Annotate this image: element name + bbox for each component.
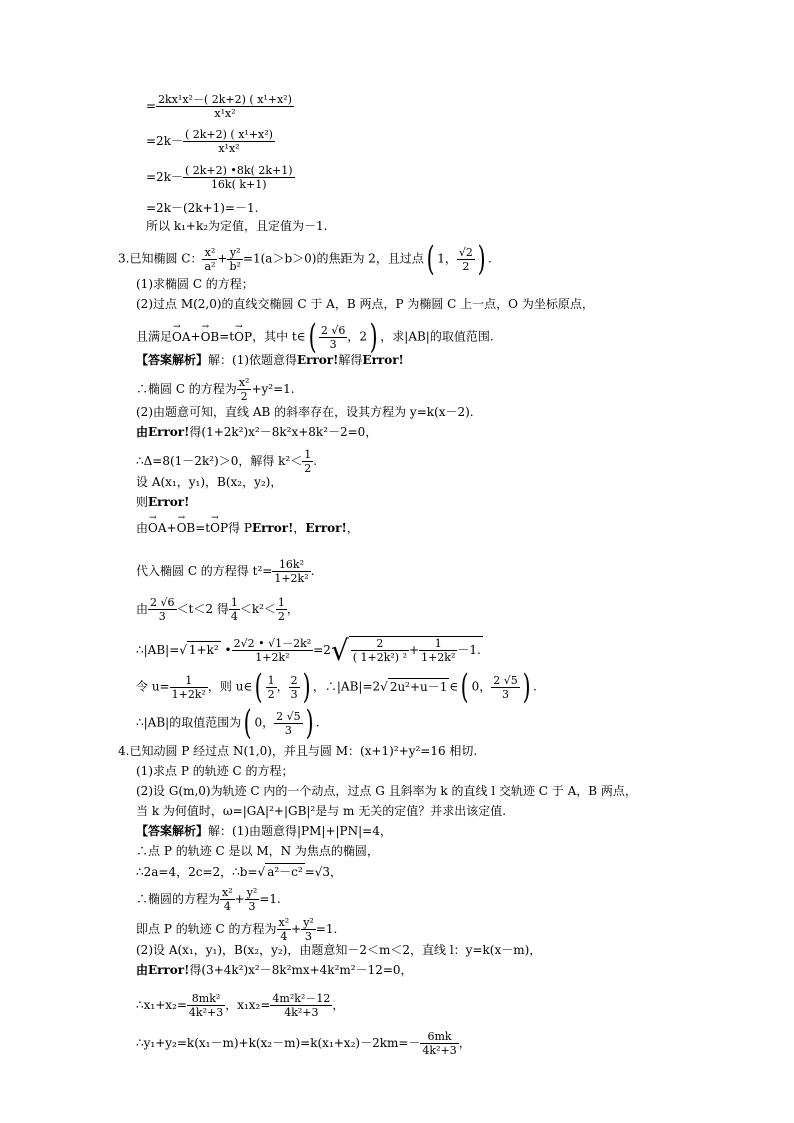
fraction: $\frac{1}{\text{1+2k²}}$ (421, 637, 456, 664)
vector-op: → OP (210, 520, 228, 536)
answer-3-line-8: 由→ OA+→ OB=t→ OP得 PError!，Error!， (136, 520, 359, 536)
fraction: $\frac{\text{x²}}{2}$ (238, 376, 250, 403)
vector-op: → OP (234, 329, 252, 345)
answer-tag: 【答案解析】 (136, 353, 209, 367)
fraction: $\frac{√2}{2}$ (458, 245, 473, 273)
fraction: $\frac{2}{3}$ (290, 673, 298, 701)
answer-3-line-2: ∴椭圆 C 的方程为 $\frac{\text{x²}}{2}$ +y²=1. (136, 376, 295, 403)
derivation-line-3: =2k－ $\frac{( 2k+2) •8k( 2k+1)}{16k( k+1)}$ (146, 164, 293, 191)
answer-3-line-4: 由Error!得(1+2k²)x²－8k²x+8k²－2=0， (136, 425, 378, 439)
fraction: $\frac{\text{y²}}{3}$ (246, 886, 258, 913)
answer-3-line-7: 则Error! (136, 495, 190, 509)
answer-3-line-11: ∴|AB|=√ 1+k² • $\frac{\text{2√2 • √1－2k²}}{\text{1+2k²}}$ =2√ $\frac{2}{\text{( 1+2k²) ²}}$ + $\frac{1}{\text{1+2k²}}$ －1. (136, 633, 481, 667)
fraction: $\frac{1}{4}$ (230, 596, 238, 623)
answer-3-line-12: 令 u= $\frac{1}{\text{1+2k²}}$ ，则 u∈( $\frac{1}{2}$ ， $\frac{2}{3}$ ) ，∴|AB|=2√ 2u²+u－1 ∈( 0， $\frac{2 √5}{3}$ ) . (136, 667, 537, 707)
fraction: $\frac{1}{2}$ (267, 673, 275, 701)
answer-3-line-10: 由 $\frac{2 √6}{3}$ ＜t＜2 得 $\frac{1}{4}$ ＜k²＜ $\frac{1}{2}$ ， (136, 596, 299, 623)
derivation-line-2: =2k－ $\frac{\text{( 2k+2) ( x¹+x²)}}{\text{x¹x²}}$ (146, 128, 273, 155)
problem-3-q1: (1)求椭圆 C 的方程； (136, 277, 254, 291)
answer-4-line-5: 即点 P 的轨迹 C 的方程为 $\frac{\text{x²}}{4}$ + $\frac{\text{y²}}{3}$ =1. (136, 916, 338, 943)
answer-4-line-8: ∴x₁+x₂= $\frac{\text{8mk²}}{\text{4k²+3}}$ ，x₁x₂= $\frac{\text{4m²k²－12}}{\text{4k²+3}}$ ， (136, 992, 345, 1019)
problem-4-q1: (1)求点 P 的轨迹 C 的方程； (136, 764, 294, 778)
fraction: $\frac{\text{2kx¹x²－( 2k+2) ( x¹+x²)}}{\text{x¹x²}}$ (158, 93, 292, 120)
fraction: $\frac{2 √6}{3}$ (320, 323, 346, 351)
derivation-line-1: = $\frac{\text{2kx¹x²－( 2k+2) ( x¹+x²)}}{\text{x¹x²}}$ (146, 93, 292, 120)
fraction: $\frac{1}{\text{1+2k²}}$ (171, 673, 206, 701)
answer-3-line-1: 【答案解析】解：(1)依题意得Error!解得Error! (136, 353, 404, 367)
vector-oa: → OA (148, 520, 167, 536)
answer-3-line-3: (2)由题意可知，直线 AB 的斜率存在，设其方程为 y=k(x－2). (136, 405, 474, 419)
fraction: $\frac{\text{2√2 • √1－2k²}}{\text{1+2k²}}$ (233, 637, 312, 664)
answer-3-line-6: 设 A(x₁，y₁)，B(x₂，y₂)， (136, 475, 283, 489)
answer-4-line-9: ∴y₁+y₂=k(x₁－m)+k(x₂－m)=k(x₁+x₂)－2km=－ $\frac{6mk}{\text{4k²+3}}$ ， (136, 1030, 471, 1057)
paren-open: ( (243, 703, 252, 743)
answer-4-line-2: ∴点 P 的轨迹 C 是以 M，N 为焦点的椭圆， (136, 844, 379, 858)
answer-tag: 【答案解析】 (136, 824, 209, 838)
fraction: $\frac{\text{4m²k²－12}}{\text{4k²+3}}$ (272, 992, 331, 1019)
answer-4-line-7: 由Error!得(3+4k²)x²－8k²mx+4k²m²－12=0， (136, 963, 413, 977)
paren-close: ) (369, 317, 378, 357)
sqrt: 1+k² (188, 643, 219, 657)
paren-close: ) (305, 703, 314, 743)
paren-close: ) (522, 667, 531, 707)
sqrt: 2u²+u－1 (389, 679, 448, 694)
answer-4-line-4: ∴椭圆的方程为 $\frac{\text{x²}}{4}$ + $\frac{\text{y²}}{3}$ =1. (136, 886, 281, 913)
paren-open: ( (254, 667, 263, 707)
vector-ob: → OB (201, 329, 220, 345)
sqrt: a²－c² (267, 865, 303, 879)
fraction: $\frac{\text{y²}}{\text{b²}}$ (229, 245, 241, 273)
vector-oa: → OA (172, 329, 191, 345)
fraction: $\frac{\text{x²}}{\text{a²}}$ (204, 245, 216, 273)
fraction: $\frac{2 √5}{3}$ (493, 673, 518, 701)
problem-3-q2-cont: 且满足→ OA+→ OB=t→ OP，其中 t∈( $\frac{2 √6}{3}$ ，2) ，求|AB|的取值范围. (136, 322, 494, 352)
paren-close: ) (477, 239, 486, 279)
problem-4-statement: 4.已知动圆 P 经过点 N(1,0)，并且与圆 M：(x+1)²+y²=16 相切. (118, 744, 478, 758)
answer-4-line-1: 【答案解析】解：(1)由题意得|PM|+|PN|=4， (136, 824, 392, 838)
fraction: $\frac{\text{y²}}{3}$ (303, 916, 314, 943)
problem-3-statement: 3.已知椭圆 C： $\frac{\text{x²}}{\text{a²}}$ + $\frac{\text{y²}}{\text{b²}}$ =1(a＞b＞0)的焦距为 2，且过点( 1， $\frac{√2}{2}$ ) . (118, 239, 492, 279)
answer-3-line-5: ∴Δ=8(1－2k²)＞0，解得 k²＜ $\frac{1}{2}$ . (136, 448, 318, 475)
big-sqrt: √ (330, 633, 349, 667)
problem-4-q2: (2)设 G(m,0)为轨迹 C 内的一个动点，过点 G 且斜率为 k 的直线 l 交轨迹 C 于 A，B 两点， (136, 784, 637, 798)
answer-3-line-9: 代入椭圆 C 的方程得 t²= $\frac{\text{16k²}}{\text{1+2k²}}$ . (136, 558, 315, 585)
fraction: $\frac{\text{8mk²}}{\text{4k²+3}}$ (188, 992, 224, 1019)
fraction: $\frac{2 √5}{3}$ (276, 709, 301, 737)
derivation-conclusion: 所以 k₁+k₂为定值，且定值为－1. (146, 219, 328, 233)
paren-close: ) (302, 667, 311, 707)
paren-open: ( (460, 667, 469, 707)
fraction: $\frac{1}{2}$ (304, 448, 312, 475)
fraction: $\frac{\text{x²}}{4}$ (278, 916, 290, 943)
fraction: $\frac{1}{2}$ (277, 596, 285, 623)
derivation-line-4: =2k－(2k+1)=－1. (146, 201, 259, 215)
fraction: $\frac{\text{16k²}}{\text{1+2k²}}$ (274, 558, 309, 585)
fraction: $\frac{\text{x²}}{4}$ (222, 886, 233, 913)
sqrt-body: $\frac{2}{\text{( 1+2k²) ²}}$ + $\frac{1}{\text{1+2k²}}$ －1. (349, 636, 483, 664)
fraction: $\frac{6mk}{\text{4k²+3}}$ (422, 1030, 457, 1057)
problem-4-q2-cont: 当 k 为何值时，ω=|GA|²+|GB|²是与 m 无关的定值？并求出该定值. (136, 804, 507, 818)
paren-open: ( (426, 239, 435, 279)
answer-4-line-3: ∴2a=4，2c=2，∴b=√ a²－c² =√3， (136, 865, 343, 879)
answer-3-line-13: ∴|AB|的取值范围为( 0， $\frac{2 √5}{3}$ ) . (136, 703, 320, 743)
fraction: $\frac{( 2k+2) •8k( 2k+1)}{16k( k+1)}$ (184, 164, 293, 191)
fraction: $\frac{2}{\text{( 1+2k²) ²}}$ (352, 637, 408, 664)
answer-4-line-6: (2)设 A(x₁，y₁)，B(x₂，y₂)，由题意知－2＜m＜2，直线 l：y=k(x－m)， (136, 943, 542, 957)
problem-3-q2: (2)过点 M(2,0)的直线交椭圆 C 于 A，B 两点，P 为椭圆 C 上一点，O 为坐标原点， (136, 297, 594, 311)
paren-open: ( (308, 317, 317, 357)
fraction: $\frac{2 √6}{3}$ (150, 596, 175, 623)
fraction: $\frac{\text{( 2k+2) ( x¹+x²)}}{\text{x¹x²}}$ (184, 128, 273, 155)
vector-ob: → OB (177, 520, 196, 536)
